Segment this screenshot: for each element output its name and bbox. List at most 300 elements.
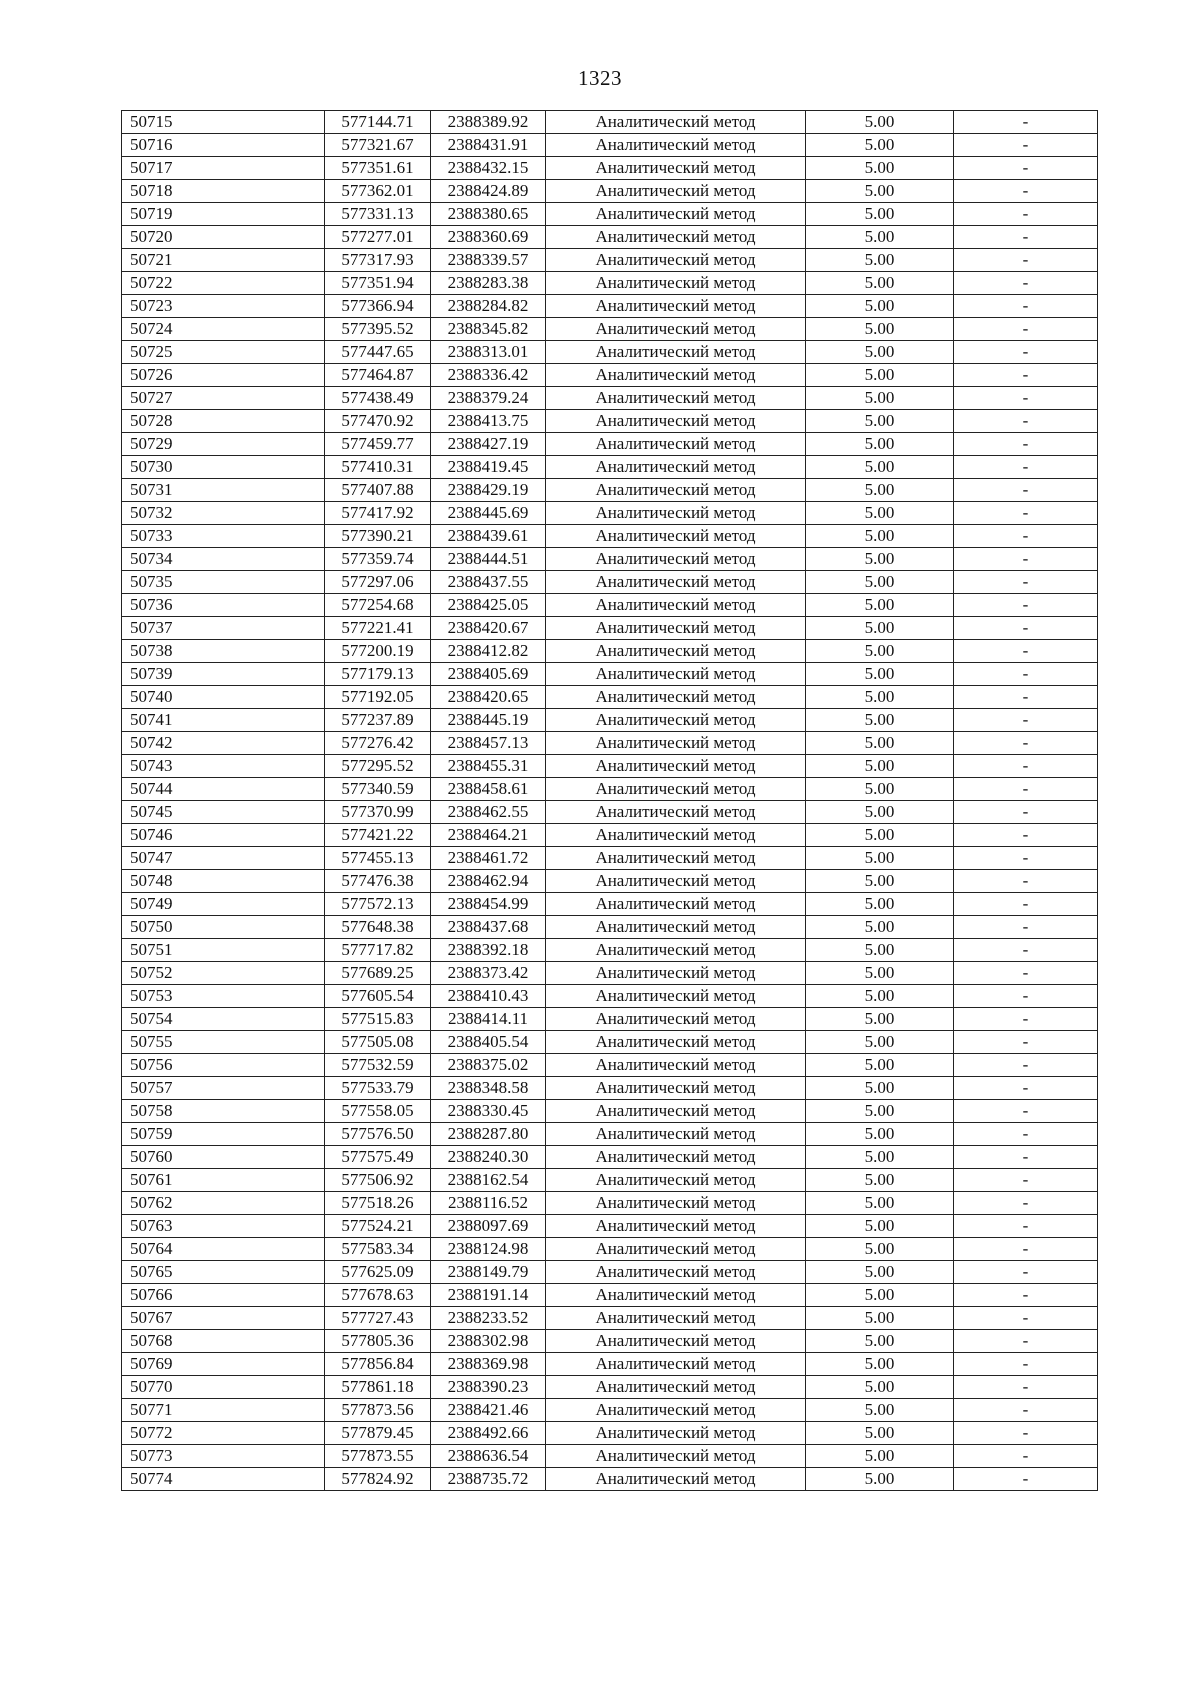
x-coordinate-cell: 577395.52 (325, 318, 431, 341)
accuracy-cell: 5.00 (806, 272, 954, 295)
point-number-cell: 50774 (122, 1468, 325, 1491)
note-cell: - (954, 847, 1098, 870)
accuracy-cell: 5.00 (806, 157, 954, 180)
x-coordinate-cell: 577873.56 (325, 1399, 431, 1422)
accuracy-cell: 5.00 (806, 226, 954, 249)
table-row (122, 1307, 1098, 1330)
x-coordinate-cell: 577470.92 (325, 410, 431, 433)
point-number-cell: 50751 (122, 939, 325, 962)
point-number-cell: 50720 (122, 226, 325, 249)
table-row (122, 732, 1098, 755)
y-coordinate-cell: 2388458.61 (431, 778, 546, 801)
y-coordinate-cell: 2388492.66 (431, 1422, 546, 1445)
x-coordinate-cell: 577572.13 (325, 893, 431, 916)
x-coordinate-cell: 577390.21 (325, 525, 431, 548)
accuracy-cell: 5.00 (806, 571, 954, 594)
point-number-cell: 50715 (122, 111, 325, 134)
point-number-cell: 50749 (122, 893, 325, 916)
note-cell: - (954, 594, 1098, 617)
note-cell: - (954, 1399, 1098, 1422)
accuracy-cell: 5.00 (806, 1123, 954, 1146)
y-coordinate-cell: 2388375.02 (431, 1054, 546, 1077)
note-cell: - (954, 617, 1098, 640)
note-cell: - (954, 893, 1098, 916)
method-cell: Аналитический метод (546, 1123, 806, 1146)
table-row (122, 1008, 1098, 1031)
x-coordinate-cell: 577678.63 (325, 1284, 431, 1307)
note-cell: - (954, 732, 1098, 755)
point-number-cell: 50760 (122, 1146, 325, 1169)
note-cell: - (954, 456, 1098, 479)
y-coordinate-cell: 2388405.54 (431, 1031, 546, 1054)
method-cell: Аналитический метод (546, 893, 806, 916)
note-cell: - (954, 1169, 1098, 1192)
method-cell: Аналитический метод (546, 433, 806, 456)
table-row (122, 1169, 1098, 1192)
method-cell: Аналитический метод (546, 1399, 806, 1422)
method-cell: Аналитический метод (546, 1077, 806, 1100)
x-coordinate-cell: 577873.55 (325, 1445, 431, 1468)
x-coordinate-cell: 577331.13 (325, 203, 431, 226)
note-cell: - (954, 801, 1098, 824)
x-coordinate-cell: 577277.01 (325, 226, 431, 249)
method-cell: Аналитический метод (546, 502, 806, 525)
accuracy-cell: 5.00 (806, 548, 954, 571)
x-coordinate-cell: 577351.94 (325, 272, 431, 295)
accuracy-cell: 5.00 (806, 870, 954, 893)
y-coordinate-cell: 2388410.43 (431, 985, 546, 1008)
x-coordinate-cell: 577192.05 (325, 686, 431, 709)
note-cell: - (954, 1215, 1098, 1238)
table-row (122, 1146, 1098, 1169)
point-number-cell: 50769 (122, 1353, 325, 1376)
table-row (122, 1261, 1098, 1284)
point-number-cell: 50757 (122, 1077, 325, 1100)
accuracy-cell: 5.00 (806, 479, 954, 502)
y-coordinate-cell: 2388437.55 (431, 571, 546, 594)
accuracy-cell: 5.00 (806, 1468, 954, 1491)
point-number-cell: 50770 (122, 1376, 325, 1399)
point-number-cell: 50738 (122, 640, 325, 663)
note-cell: - (954, 203, 1098, 226)
y-coordinate-cell: 2388149.79 (431, 1261, 546, 1284)
x-coordinate-cell: 577340.59 (325, 778, 431, 801)
point-number-cell: 50718 (122, 180, 325, 203)
accuracy-cell: 5.00 (806, 1238, 954, 1261)
note-cell: - (954, 962, 1098, 985)
x-coordinate-cell: 577276.42 (325, 732, 431, 755)
x-coordinate-cell: 577575.49 (325, 1146, 431, 1169)
method-cell: Аналитический метод (546, 939, 806, 962)
method-cell: Аналитический метод (546, 1330, 806, 1353)
y-coordinate-cell: 2388455.31 (431, 755, 546, 778)
method-cell: Аналитический метод (546, 847, 806, 870)
accuracy-cell: 5.00 (806, 778, 954, 801)
table-row (122, 525, 1098, 548)
y-coordinate-cell: 2388283.38 (431, 272, 546, 295)
point-number-cell: 50716 (122, 134, 325, 157)
note-cell: - (954, 1376, 1098, 1399)
y-coordinate-cell: 2388392.18 (431, 939, 546, 962)
note-cell: - (954, 410, 1098, 433)
method-cell: Аналитический метод (546, 824, 806, 847)
y-coordinate-cell: 2388336.42 (431, 364, 546, 387)
accuracy-cell: 5.00 (806, 1445, 954, 1468)
note-cell: - (954, 134, 1098, 157)
table-row (122, 916, 1098, 939)
accuracy-cell: 5.00 (806, 1146, 954, 1169)
x-coordinate-cell: 577476.38 (325, 870, 431, 893)
x-coordinate-cell: 577717.82 (325, 939, 431, 962)
note-cell: - (954, 157, 1098, 180)
accuracy-cell: 5.00 (806, 1031, 954, 1054)
note-cell: - (954, 272, 1098, 295)
accuracy-cell: 5.00 (806, 962, 954, 985)
x-coordinate-cell: 577625.09 (325, 1261, 431, 1284)
y-coordinate-cell: 2388462.94 (431, 870, 546, 893)
x-coordinate-cell: 577254.68 (325, 594, 431, 617)
accuracy-cell: 5.00 (806, 1330, 954, 1353)
method-cell: Аналитический метод (546, 686, 806, 709)
method-cell: Аналитический метод (546, 1192, 806, 1215)
accuracy-cell: 5.00 (806, 847, 954, 870)
table-row (122, 548, 1098, 571)
point-number-cell: 50739 (122, 663, 325, 686)
method-cell: Аналитический метод (546, 617, 806, 640)
table-row (122, 640, 1098, 663)
method-cell: Аналитический метод (546, 341, 806, 364)
x-coordinate-cell: 577410.31 (325, 456, 431, 479)
x-coordinate-cell: 577407.88 (325, 479, 431, 502)
x-coordinate-cell: 577455.13 (325, 847, 431, 870)
point-number-cell: 50753 (122, 985, 325, 1008)
accuracy-cell: 5.00 (806, 1353, 954, 1376)
accuracy-cell: 5.00 (806, 640, 954, 663)
table-row (122, 502, 1098, 525)
point-number-cell: 50742 (122, 732, 325, 755)
point-number-cell: 50732 (122, 502, 325, 525)
x-coordinate-cell: 577459.77 (325, 433, 431, 456)
note-cell: - (954, 318, 1098, 341)
table-row (122, 318, 1098, 341)
method-cell: Аналитический метод (546, 180, 806, 203)
y-coordinate-cell: 2388348.58 (431, 1077, 546, 1100)
x-coordinate-cell: 577221.41 (325, 617, 431, 640)
x-coordinate-cell: 577362.01 (325, 180, 431, 203)
method-cell: Аналитический метод (546, 249, 806, 272)
table-row (122, 1422, 1098, 1445)
accuracy-cell: 5.00 (806, 341, 954, 364)
y-coordinate-cell: 2388462.55 (431, 801, 546, 824)
note-cell: - (954, 295, 1098, 318)
note-cell: - (954, 548, 1098, 571)
method-cell: Аналитический метод (546, 1215, 806, 1238)
x-coordinate-cell: 577524.21 (325, 1215, 431, 1238)
y-coordinate-cell: 2388330.45 (431, 1100, 546, 1123)
point-number-cell: 50746 (122, 824, 325, 847)
point-number-cell: 50723 (122, 295, 325, 318)
point-number-cell: 50771 (122, 1399, 325, 1422)
method-cell: Аналитический метод (546, 870, 806, 893)
point-number-cell: 50755 (122, 1031, 325, 1054)
y-coordinate-cell: 2388414.11 (431, 1008, 546, 1031)
note-cell: - (954, 985, 1098, 1008)
accuracy-cell: 5.00 (806, 801, 954, 824)
table-row (122, 1123, 1098, 1146)
method-cell: Аналитический метод (546, 1422, 806, 1445)
note-cell: - (954, 1077, 1098, 1100)
method-cell: Аналитический метод (546, 272, 806, 295)
table-row (122, 1353, 1098, 1376)
coordinates-table (121, 110, 1098, 1491)
note-cell: - (954, 525, 1098, 548)
method-cell: Аналитический метод (546, 594, 806, 617)
point-number-cell: 50736 (122, 594, 325, 617)
y-coordinate-cell: 2388162.54 (431, 1169, 546, 1192)
y-coordinate-cell: 2388339.57 (431, 249, 546, 272)
y-coordinate-cell: 2388360.69 (431, 226, 546, 249)
point-number-cell: 50735 (122, 571, 325, 594)
note-cell: - (954, 663, 1098, 686)
method-cell: Аналитический метод (546, 295, 806, 318)
note-cell: - (954, 180, 1098, 203)
accuracy-cell: 5.00 (806, 180, 954, 203)
accuracy-cell: 5.00 (806, 1169, 954, 1192)
method-cell: Аналитический метод (546, 755, 806, 778)
table-row (122, 847, 1098, 870)
x-coordinate-cell: 577824.92 (325, 1468, 431, 1491)
accuracy-cell: 5.00 (806, 111, 954, 134)
x-coordinate-cell: 577237.89 (325, 709, 431, 732)
accuracy-cell: 5.00 (806, 410, 954, 433)
accuracy-cell: 5.00 (806, 1422, 954, 1445)
point-number-cell: 50729 (122, 433, 325, 456)
method-cell: Аналитический метод (546, 410, 806, 433)
table-row (122, 1238, 1098, 1261)
accuracy-cell: 5.00 (806, 1261, 954, 1284)
method-cell: Аналитический метод (546, 157, 806, 180)
y-coordinate-cell: 2388429.19 (431, 479, 546, 502)
point-number-cell: 50754 (122, 1008, 325, 1031)
method-cell: Аналитический метод (546, 1261, 806, 1284)
table-row (122, 433, 1098, 456)
note-cell: - (954, 1445, 1098, 1468)
note-cell: - (954, 640, 1098, 663)
x-coordinate-cell: 577506.92 (325, 1169, 431, 1192)
accuracy-cell: 5.00 (806, 1100, 954, 1123)
table-row (122, 134, 1098, 157)
table-row (122, 870, 1098, 893)
table-row (122, 157, 1098, 180)
method-cell: Аналитический метод (546, 203, 806, 226)
note-cell: - (954, 364, 1098, 387)
note-cell: - (954, 571, 1098, 594)
note-cell: - (954, 226, 1098, 249)
table-row (122, 364, 1098, 387)
accuracy-cell: 5.00 (806, 456, 954, 479)
y-coordinate-cell: 2388464.21 (431, 824, 546, 847)
x-coordinate-cell: 577583.34 (325, 1238, 431, 1261)
accuracy-cell: 5.00 (806, 1307, 954, 1330)
method-cell: Аналитический метод (546, 1100, 806, 1123)
table-body (122, 111, 1098, 1491)
table-row (122, 1284, 1098, 1307)
note-cell: - (954, 939, 1098, 962)
method-cell: Аналитический метод (546, 640, 806, 663)
table-row (122, 295, 1098, 318)
note-cell: - (954, 502, 1098, 525)
point-number-cell: 50727 (122, 387, 325, 410)
y-coordinate-cell: 2388413.75 (431, 410, 546, 433)
y-coordinate-cell: 2388345.82 (431, 318, 546, 341)
y-coordinate-cell: 2388302.98 (431, 1330, 546, 1353)
table-row (122, 272, 1098, 295)
point-number-cell: 50759 (122, 1123, 325, 1146)
note-cell: - (954, 1031, 1098, 1054)
accuracy-cell: 5.00 (806, 916, 954, 939)
accuracy-cell: 5.00 (806, 433, 954, 456)
y-coordinate-cell: 2388457.13 (431, 732, 546, 755)
table-row (122, 1376, 1098, 1399)
note-cell: - (954, 1468, 1098, 1491)
y-coordinate-cell: 2388380.65 (431, 203, 546, 226)
point-number-cell: 50758 (122, 1100, 325, 1123)
y-coordinate-cell: 2388427.19 (431, 433, 546, 456)
x-coordinate-cell: 577438.49 (325, 387, 431, 410)
table-row (122, 1031, 1098, 1054)
table-row (122, 985, 1098, 1008)
accuracy-cell: 5.00 (806, 502, 954, 525)
x-coordinate-cell: 577321.67 (325, 134, 431, 157)
y-coordinate-cell: 2388313.01 (431, 341, 546, 364)
table-row (122, 456, 1098, 479)
y-coordinate-cell: 2388191.14 (431, 1284, 546, 1307)
method-cell: Аналитический метод (546, 318, 806, 341)
y-coordinate-cell: 2388389.92 (431, 111, 546, 134)
x-coordinate-cell: 577605.54 (325, 985, 431, 1008)
y-coordinate-cell: 2388124.98 (431, 1238, 546, 1261)
method-cell: Аналитический метод (546, 985, 806, 1008)
note-cell: - (954, 1054, 1098, 1077)
table-row (122, 111, 1098, 134)
note-cell: - (954, 709, 1098, 732)
table-row (122, 709, 1098, 732)
y-coordinate-cell: 2388390.23 (431, 1376, 546, 1399)
method-cell: Аналитический метод (546, 1238, 806, 1261)
table-row (122, 962, 1098, 985)
x-coordinate-cell: 577805.36 (325, 1330, 431, 1353)
note-cell: - (954, 479, 1098, 502)
note-cell: - (954, 341, 1098, 364)
y-coordinate-cell: 2388420.65 (431, 686, 546, 709)
accuracy-cell: 5.00 (806, 1215, 954, 1238)
y-coordinate-cell: 2388284.82 (431, 295, 546, 318)
table-row (122, 939, 1098, 962)
accuracy-cell: 5.00 (806, 893, 954, 916)
x-coordinate-cell: 577861.18 (325, 1376, 431, 1399)
y-coordinate-cell: 2388425.05 (431, 594, 546, 617)
table-row (122, 387, 1098, 410)
x-coordinate-cell: 577297.06 (325, 571, 431, 594)
method-cell: Аналитический метод (546, 571, 806, 594)
method-cell: Аналитический метод (546, 1307, 806, 1330)
accuracy-cell: 5.00 (806, 824, 954, 847)
note-cell: - (954, 916, 1098, 939)
table-row (122, 180, 1098, 203)
point-number-cell: 50772 (122, 1422, 325, 1445)
y-coordinate-cell: 2388424.89 (431, 180, 546, 203)
point-number-cell: 50752 (122, 962, 325, 985)
y-coordinate-cell: 2388287.80 (431, 1123, 546, 1146)
accuracy-cell: 5.00 (806, 387, 954, 410)
accuracy-cell: 5.00 (806, 755, 954, 778)
table-row (122, 226, 1098, 249)
point-number-cell: 50730 (122, 456, 325, 479)
accuracy-cell: 5.00 (806, 295, 954, 318)
accuracy-cell: 5.00 (806, 525, 954, 548)
table-row (122, 755, 1098, 778)
y-coordinate-cell: 2388421.46 (431, 1399, 546, 1422)
point-number-cell: 50741 (122, 709, 325, 732)
x-coordinate-cell: 577518.26 (325, 1192, 431, 1215)
table-row (122, 1215, 1098, 1238)
point-number-cell: 50768 (122, 1330, 325, 1353)
accuracy-cell: 5.00 (806, 1077, 954, 1100)
point-number-cell: 50763 (122, 1215, 325, 1238)
accuracy-cell: 5.00 (806, 1284, 954, 1307)
table-row (122, 571, 1098, 594)
method-cell: Аналитический метод (546, 1054, 806, 1077)
method-cell: Аналитический метод (546, 1169, 806, 1192)
accuracy-cell: 5.00 (806, 617, 954, 640)
y-coordinate-cell: 2388097.69 (431, 1215, 546, 1238)
table-row (122, 1077, 1098, 1100)
point-number-cell: 50717 (122, 157, 325, 180)
table-row (122, 410, 1098, 433)
point-number-cell: 50728 (122, 410, 325, 433)
table-row (122, 249, 1098, 272)
table-row (122, 801, 1098, 824)
x-coordinate-cell: 577515.83 (325, 1008, 431, 1031)
y-coordinate-cell: 2388405.69 (431, 663, 546, 686)
x-coordinate-cell: 577359.74 (325, 548, 431, 571)
table-row (122, 1330, 1098, 1353)
x-coordinate-cell: 577576.50 (325, 1123, 431, 1146)
y-coordinate-cell: 2388444.51 (431, 548, 546, 571)
table-row (122, 594, 1098, 617)
point-number-cell: 50745 (122, 801, 325, 824)
x-coordinate-cell: 577295.52 (325, 755, 431, 778)
note-cell: - (954, 1307, 1098, 1330)
x-coordinate-cell: 577417.92 (325, 502, 431, 525)
point-number-cell: 50722 (122, 272, 325, 295)
table-row (122, 1399, 1098, 1422)
x-coordinate-cell: 577179.13 (325, 663, 431, 686)
method-cell: Аналитический метод (546, 364, 806, 387)
point-number-cell: 50761 (122, 1169, 325, 1192)
method-cell: Аналитический метод (546, 778, 806, 801)
note-cell: - (954, 1284, 1098, 1307)
note-cell: - (954, 1192, 1098, 1215)
y-coordinate-cell: 2388439.61 (431, 525, 546, 548)
point-number-cell: 50773 (122, 1445, 325, 1468)
note-cell: - (954, 1330, 1098, 1353)
method-cell: Аналитический метод (546, 1284, 806, 1307)
method-cell: Аналитический метод (546, 456, 806, 479)
note-cell: - (954, 1008, 1098, 1031)
x-coordinate-cell: 577533.79 (325, 1077, 431, 1100)
accuracy-cell: 5.00 (806, 686, 954, 709)
